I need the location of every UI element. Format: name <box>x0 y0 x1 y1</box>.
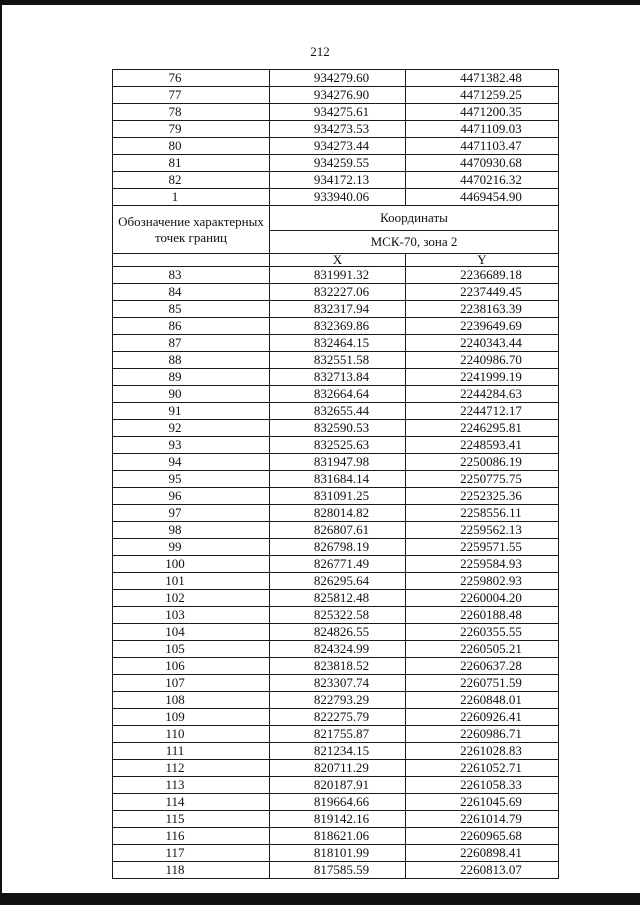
point-number-cell: 107 <box>113 675 270 692</box>
point-number-cell: 110 <box>113 726 270 743</box>
x-coordinate-cell: 824826.55 <box>270 624 406 641</box>
table-row <box>113 318 559 335</box>
scan-edge-top <box>0 0 640 5</box>
table-row <box>113 675 559 692</box>
point-number-cell: 80 <box>113 138 270 155</box>
point-number-cell: 112 <box>113 760 270 777</box>
x-coordinate-cell: 826807.61 <box>270 522 406 539</box>
y-coordinate-cell: 2259584.93 <box>406 556 559 573</box>
x-coordinate-cell: 832317.94 <box>270 301 406 318</box>
point-number-cell: 111 <box>113 743 270 760</box>
table-row <box>113 420 559 437</box>
x-coordinate-cell: 934172.13 <box>270 172 406 189</box>
x-coordinate-cell: 832551.58 <box>270 352 406 369</box>
point-number-cell: 97 <box>113 505 270 522</box>
table-row <box>113 862 559 879</box>
table-row <box>113 658 559 675</box>
point-number-cell: 102 <box>113 590 270 607</box>
x-coordinate-cell: 823307.74 <box>270 675 406 692</box>
point-number-cell: 114 <box>113 794 270 811</box>
table-row <box>113 607 559 624</box>
x-coordinate-cell: 934279.60 <box>270 70 406 87</box>
x-coordinate-cell: 832369.86 <box>270 318 406 335</box>
table-row <box>113 267 559 284</box>
table-body-upper <box>113 70 559 206</box>
empty-header-cell <box>113 254 270 267</box>
table-row <box>113 794 559 811</box>
header-row-axes <box>113 254 559 267</box>
y-coordinate-cell: 4471382.48 <box>406 70 559 87</box>
table-row <box>113 522 559 539</box>
y-coordinate-cell: 2244712.17 <box>406 403 559 420</box>
x-coordinate-cell: 820187.91 <box>270 777 406 794</box>
table-row <box>113 172 559 189</box>
x-coordinate-cell: 832590.53 <box>270 420 406 437</box>
y-coordinate-cell: 2259571.55 <box>406 539 559 556</box>
table-row <box>113 845 559 862</box>
table-row <box>113 505 559 522</box>
point-number-cell: 117 <box>113 845 270 862</box>
table-row <box>113 760 559 777</box>
table-row <box>113 624 559 641</box>
point-number-cell: 92 <box>113 420 270 437</box>
coordinates-table <box>112 69 559 879</box>
x-coordinate-cell: 824324.99 <box>270 641 406 658</box>
point-number-cell: 84 <box>113 284 270 301</box>
point-number-cell: 76 <box>113 70 270 87</box>
point-number-cell: 113 <box>113 777 270 794</box>
point-number-cell: 116 <box>113 828 270 845</box>
table-row <box>113 641 559 658</box>
point-number-cell: 106 <box>113 658 270 675</box>
y-coordinate-cell: 2250775.75 <box>406 471 559 488</box>
point-number-cell: 87 <box>113 335 270 352</box>
point-number-cell: 104 <box>113 624 270 641</box>
table-row <box>113 437 559 454</box>
x-coordinate-cell: 822793.29 <box>270 692 406 709</box>
y-coordinate-cell: 2260926.41 <box>406 709 559 726</box>
table-row <box>113 556 559 573</box>
x-coordinate-cell: 831991.32 <box>270 267 406 284</box>
scan-edge-left <box>0 0 2 905</box>
y-coordinate-cell: 2260965.68 <box>406 828 559 845</box>
point-number-cell: 101 <box>113 573 270 590</box>
x-coordinate-cell: 831091.25 <box>270 488 406 505</box>
table-row <box>113 454 559 471</box>
point-number-cell: 79 <box>113 121 270 138</box>
x-coordinate-cell: 934259.55 <box>270 155 406 172</box>
table-row <box>113 138 559 155</box>
table-row <box>113 301 559 318</box>
x-coordinate-cell: 831947.98 <box>270 454 406 471</box>
x-coordinate-cell: 817585.59 <box>270 862 406 879</box>
point-number-cell: 105 <box>113 641 270 658</box>
table-row <box>113 811 559 828</box>
y-coordinate-cell: 2258556.11 <box>406 505 559 522</box>
x-coordinate-cell: 826295.64 <box>270 573 406 590</box>
y-coordinate-cell: 2248593.41 <box>406 437 559 454</box>
point-number-cell: 96 <box>113 488 270 505</box>
page-number: 212 <box>310 44 330 59</box>
x-coordinate-cell: 826771.49 <box>270 556 406 573</box>
table-row <box>113 709 559 726</box>
y-coordinate-cell: 2261014.79 <box>406 811 559 828</box>
x-coordinate-cell: 832227.06 <box>270 284 406 301</box>
header-row <box>113 206 559 231</box>
table-row <box>113 403 559 420</box>
x-coordinate-cell: 832664.64 <box>270 386 406 403</box>
scan-edge-bottom <box>0 893 640 905</box>
table-row <box>113 104 559 121</box>
y-coordinate-cell: 2250086.19 <box>406 454 559 471</box>
point-number-cell: 81 <box>113 155 270 172</box>
x-coordinate-cell: 832713.84 <box>270 369 406 386</box>
table-row <box>113 743 559 760</box>
y-coordinate-cell: 2244284.63 <box>406 386 559 403</box>
point-number-cell: 108 <box>113 692 270 709</box>
y-coordinate-cell: 2260813.07 <box>406 862 559 879</box>
y-coordinate-cell: 2261028.83 <box>406 743 559 760</box>
x-coordinate-cell: 934276.90 <box>270 87 406 104</box>
y-coordinate-cell: 2260898.41 <box>406 845 559 862</box>
point-number-cell: 88 <box>113 352 270 369</box>
table-row <box>113 284 559 301</box>
x-coordinate-cell: 832464.15 <box>270 335 406 352</box>
point-number-cell: 93 <box>113 437 270 454</box>
y-coordinate-cell: 2259802.93 <box>406 573 559 590</box>
table-row <box>113 539 559 556</box>
table-row <box>113 87 559 104</box>
points-column-header: Обозначение характерных точек границ <box>113 206 270 254</box>
y-coordinate-cell: 4471259.25 <box>406 87 559 104</box>
point-number-cell: 77 <box>113 87 270 104</box>
x-coordinate-cell: 820711.29 <box>270 760 406 777</box>
point-number-cell: 1 <box>113 189 270 206</box>
x-coordinate-cell: 832525.63 <box>270 437 406 454</box>
table-row <box>113 777 559 794</box>
y-coordinate-cell: 2260848.01 <box>406 692 559 709</box>
table-row <box>113 471 559 488</box>
point-number-cell: 109 <box>113 709 270 726</box>
y-coordinate-cell: 2241999.19 <box>406 369 559 386</box>
table-header <box>113 206 559 267</box>
y-coordinate-cell: 2261045.69 <box>406 794 559 811</box>
point-number-cell: 98 <box>113 522 270 539</box>
point-number-cell: 95 <box>113 471 270 488</box>
y-coordinate-cell: 4471109.03 <box>406 121 559 138</box>
x-coordinate-cell: 821755.87 <box>270 726 406 743</box>
y-coordinate-cell: 4470216.32 <box>406 172 559 189</box>
x-coordinate-cell: 818621.06 <box>270 828 406 845</box>
x-coordinate-cell: 822275.79 <box>270 709 406 726</box>
y-coordinate-cell: 2261052.71 <box>406 760 559 777</box>
table-row <box>113 488 559 505</box>
table-row <box>113 828 559 845</box>
point-number-cell: 89 <box>113 369 270 386</box>
x-coordinate-cell: 819664.66 <box>270 794 406 811</box>
table-row <box>113 70 559 87</box>
x-coordinate-cell: 823818.52 <box>270 658 406 675</box>
x-coordinate-cell: 826798.19 <box>270 539 406 556</box>
y-coordinate-cell: 2260004.20 <box>406 590 559 607</box>
table-row <box>113 335 559 352</box>
x-coordinate-cell: 818101.99 <box>270 845 406 862</box>
y-coordinate-cell: 2260986.71 <box>406 726 559 743</box>
table-row <box>113 121 559 138</box>
y-coordinate-cell: 4470930.68 <box>406 155 559 172</box>
y-coordinate-cell: 2240343.44 <box>406 335 559 352</box>
point-number-cell: 90 <box>113 386 270 403</box>
point-number-cell: 82 <box>113 172 270 189</box>
y-coordinate-cell: 2236689.18 <box>406 267 559 284</box>
x-column-header: X <box>270 254 406 267</box>
x-coordinate-cell: 831684.14 <box>270 471 406 488</box>
y-coordinate-cell: 2261058.33 <box>406 777 559 794</box>
table-row <box>113 369 559 386</box>
point-number-cell: 91 <box>113 403 270 420</box>
point-number-cell: 100 <box>113 556 270 573</box>
y-coordinate-cell: 2246295.81 <box>406 420 559 437</box>
y-coordinate-cell: 4471200.35 <box>406 104 559 121</box>
table-body-lower <box>113 267 559 879</box>
x-coordinate-cell: 825812.48 <box>270 590 406 607</box>
x-coordinate-cell: 819142.16 <box>270 811 406 828</box>
point-number-cell: 85 <box>113 301 270 318</box>
y-coordinate-cell: 2260355.55 <box>406 624 559 641</box>
table-row <box>113 386 559 403</box>
y-column-header: Y <box>406 254 559 267</box>
x-coordinate-cell: 934273.53 <box>270 121 406 138</box>
coordinates-header: Координаты <box>270 206 559 231</box>
point-number-cell: 83 <box>113 267 270 284</box>
y-coordinate-cell: 2240986.70 <box>406 352 559 369</box>
y-coordinate-cell: 4471103.47 <box>406 138 559 155</box>
table-row <box>113 692 559 709</box>
x-coordinate-cell: 934273.44 <box>270 138 406 155</box>
y-coordinate-cell: 2237449.45 <box>406 284 559 301</box>
coordinate-system-header: МСК-70, зона 2 <box>270 231 559 254</box>
y-coordinate-cell: 2260188.48 <box>406 607 559 624</box>
table-row <box>113 155 559 172</box>
point-number-cell: 115 <box>113 811 270 828</box>
x-coordinate-cell: 821234.15 <box>270 743 406 760</box>
table-row <box>113 590 559 607</box>
table-row <box>113 726 559 743</box>
y-coordinate-cell: 2259562.13 <box>406 522 559 539</box>
point-number-cell: 78 <box>113 104 270 121</box>
y-coordinate-cell: 2260751.59 <box>406 675 559 692</box>
point-number-cell: 94 <box>113 454 270 471</box>
y-coordinate-cell: 2238163.39 <box>406 301 559 318</box>
y-coordinate-cell: 4469454.90 <box>406 189 559 206</box>
table-row <box>113 352 559 369</box>
x-coordinate-cell: 825322.58 <box>270 607 406 624</box>
x-coordinate-cell: 832655.44 <box>270 403 406 420</box>
point-number-cell: 99 <box>113 539 270 556</box>
y-coordinate-cell: 2260505.21 <box>406 641 559 658</box>
y-coordinate-cell: 2252325.36 <box>406 488 559 505</box>
y-coordinate-cell: 2239649.69 <box>406 318 559 335</box>
x-coordinate-cell: 934275.61 <box>270 104 406 121</box>
point-number-cell: 118 <box>113 862 270 879</box>
y-coordinate-cell: 2260637.28 <box>406 658 559 675</box>
table-row <box>113 189 559 206</box>
table-row <box>113 573 559 590</box>
x-coordinate-cell: 933940.06 <box>270 189 406 206</box>
x-coordinate-cell: 828014.82 <box>270 505 406 522</box>
point-number-cell: 103 <box>113 607 270 624</box>
point-number-cell: 86 <box>113 318 270 335</box>
